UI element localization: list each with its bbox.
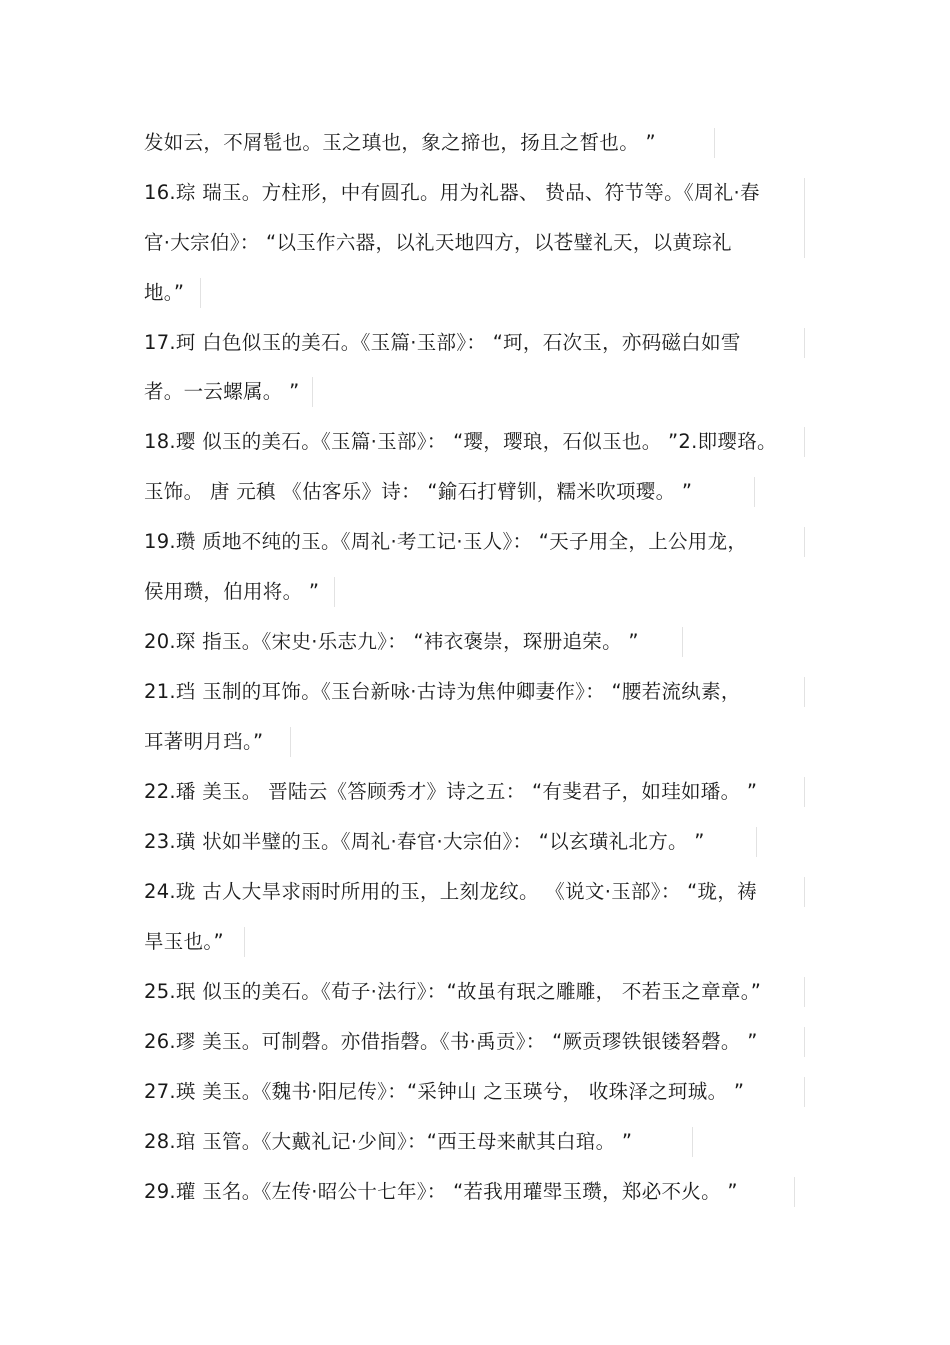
text-line-22: 29.瓘 玉名。《左传·昭公十七年》： “若我用瓘斝玉瓒，郑必不火。 ” xyxy=(144,1180,738,1203)
line-end-mark xyxy=(290,727,291,757)
text-line-15: 23.璜 状如半璧的玉。《周礼·春官·大宗伯》： “以玄璜礼北方。 ” xyxy=(144,830,705,853)
line-end-mark xyxy=(312,377,313,407)
text-line-8: 玉饰。 唐 元稹 《估客乐》诗： “鍮石打臂钏，糯米吹项璎。 ” xyxy=(144,480,693,503)
line-end-mark xyxy=(244,927,245,957)
line-end-mark xyxy=(804,977,805,1007)
line-end-mark xyxy=(804,877,805,907)
line-end-mark xyxy=(804,1077,805,1107)
text-line-13: 耳著明月珰。” xyxy=(144,730,264,753)
line-end-mark xyxy=(682,627,683,657)
line-end-mark xyxy=(804,328,805,358)
text-line-5: 17.珂 白色似玉的美石。《玉篇·玉部》： “珂，石次玉，亦码磁白如雪 xyxy=(144,331,741,354)
line-end-mark xyxy=(714,128,715,158)
text-line-1: 发如云，不屑髢也。玉之瑱也，象之揥也，扬且之皙也。 ” xyxy=(144,131,656,154)
line-end-mark xyxy=(804,427,805,457)
text-line-18: 25.珉 似玉的美石。《荀子·法行》：“故虽有珉之雕雕， 不若玉之章章。” xyxy=(144,980,762,1003)
text-line-20: 27.瑛 美玉。《魏书·阳尼传》：“采钟山 之玉瑛兮， 收珠泽之珂珹。 ” xyxy=(144,1080,745,1103)
line-end-mark xyxy=(804,677,805,707)
text-line-11: 20.琛 指玉。《宋史·乐志九》： “袆衣褒崇，琛册追荣。 ” xyxy=(144,630,639,653)
line-end-mark xyxy=(804,777,805,807)
line-end-mark xyxy=(334,577,335,607)
text-line-3: 官·大宗伯》： “以玉作六器，以礼天地四方，以苍璧礼天，以黄琮礼 xyxy=(144,231,732,254)
text-line-16: 24.珑 古人大旱求雨时所用的玉，上刻龙纹。 《说文·玉部》： “珑，祷 xyxy=(144,880,757,903)
text-line-19: 26.璆 美玉。可制磬。亦借指磬。《书·禹贡》： “厥贡璆铁银镂砮磬。 ” xyxy=(144,1030,758,1053)
line-end-mark xyxy=(804,178,805,258)
line-end-mark xyxy=(754,477,755,507)
text-line-21: 28.琯 玉管。《大戴礼记·少间》：“西王母来献其白琯。 ” xyxy=(144,1130,633,1153)
line-end-mark xyxy=(200,278,201,308)
text-line-10: 侯用瓒，伯用将。 ” xyxy=(144,580,320,603)
text-line-6: 者。一云螺属。 ” xyxy=(144,380,300,403)
text-line-17: 旱玉也。” xyxy=(144,930,224,953)
line-end-mark xyxy=(804,1027,805,1057)
text-line-2: 16.琮 瑞玉。方柱形，中有圆孔。用为礼器、 贽品、符节等。《周礼·春 xyxy=(144,181,760,204)
line-end-mark xyxy=(756,827,757,857)
text-line-14: 22.璠 美玉。 晋陆云《答顾秀才》诗之五： “有斐君子，如珪如璠。 ” xyxy=(144,780,758,803)
text-line-7: 18.璎 似玉的美石。《玉篇·玉部》： “璎，璎琅，石似玉也。 ”2.即璎珞。 xyxy=(144,430,777,453)
text-line-4: 地。” xyxy=(144,281,185,304)
line-end-mark xyxy=(692,1127,693,1157)
line-end-mark xyxy=(794,1177,795,1207)
line-end-mark xyxy=(804,527,805,557)
text-line-12: 21.珰 玉制的耳饰。《玉台新咏·古诗为焦仲卿妻作》： “腰若流纨素， xyxy=(144,680,741,703)
text-line-9: 19.瓒 质地不纯的玉。《周礼·考工记·玉人》： “天子用全，上公用龙， xyxy=(144,530,748,553)
